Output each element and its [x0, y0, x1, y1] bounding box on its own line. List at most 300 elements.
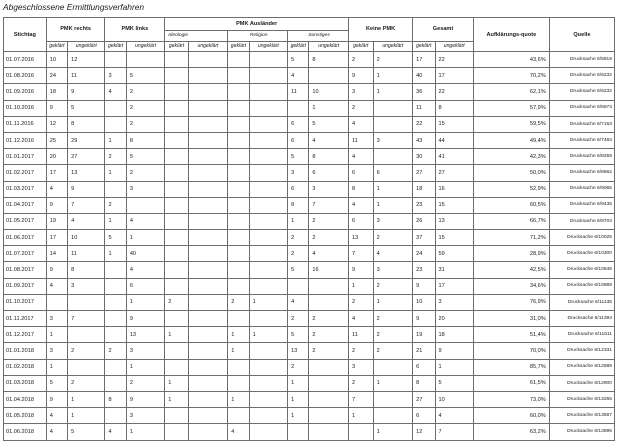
value-cell: 1 [46, 359, 67, 375]
value-cell: 1 [126, 230, 164, 246]
value-cell: 2 [373, 311, 413, 327]
value-cell [373, 408, 413, 424]
quelle-cell: Drucksache 6/13255 [549, 391, 614, 407]
quote-cell: 73,0% [473, 391, 549, 407]
value-cell [309, 424, 349, 440]
value-cell: 4 [435, 408, 473, 424]
value-cell [249, 424, 287, 440]
quote-cell: 61,5% [473, 375, 549, 391]
value-cell: 12 [46, 116, 67, 132]
value-cell: 26 [413, 213, 435, 229]
value-cell: 1 [373, 68, 413, 84]
quote-cell: 66,7% [473, 213, 549, 229]
value-cell: 6 [288, 181, 309, 197]
value-cell: 8 [68, 116, 105, 132]
value-cell: 2 [309, 230, 349, 246]
value-cell: 1 [46, 327, 67, 343]
value-cell [126, 197, 164, 213]
value-cell: 2 [126, 100, 164, 116]
value-cell: 4 [349, 311, 374, 327]
value-cell: 4 [68, 213, 105, 229]
value-cell [165, 181, 188, 197]
value-cell: 3 [349, 359, 374, 375]
stichtag-cell: 01.01.2018 [4, 343, 47, 359]
value-cell: 2 [126, 375, 164, 391]
value-cell: 8 [309, 52, 349, 68]
value-cell: 10 [413, 294, 435, 310]
value-cell [309, 359, 349, 375]
stichtag-cell: 01.10.2016 [4, 100, 47, 116]
table-body [4, 52, 615, 441]
quelle-cell: Drucksache 6/11135 [549, 294, 614, 310]
value-cell: 2 [349, 52, 374, 68]
value-cell: 11 [68, 68, 105, 84]
value-cell [105, 294, 126, 310]
header-quelle: Quelle [549, 18, 614, 52]
header-geklaert: geklärt [228, 41, 249, 52]
header-ungeklaert: ungeklärt [68, 41, 105, 52]
value-cell: 29 [68, 132, 105, 148]
value-cell: 1 [126, 359, 164, 375]
table-row [4, 408, 615, 424]
value-cell: 6 [413, 359, 435, 375]
quelle-cell: Drucksache 6/6232 [549, 84, 614, 100]
value-cell [165, 424, 188, 440]
value-cell: 9 [68, 181, 105, 197]
value-cell [188, 213, 228, 229]
value-cell [68, 294, 105, 310]
value-cell [105, 408, 126, 424]
value-cell: 2 [288, 311, 309, 327]
header-ungeklaert: ungeklärt [249, 41, 287, 52]
value-cell: 2 [126, 165, 164, 181]
quote-cell: 60,0% [473, 408, 549, 424]
header-ideologie: Ideologie [165, 31, 228, 42]
value-cell: 4 [105, 84, 126, 100]
quote-cell: 51,4% [473, 327, 549, 343]
value-cell: 13 [126, 327, 164, 343]
value-cell: 4 [46, 181, 67, 197]
value-cell: 1 [249, 294, 287, 310]
value-cell: 3 [126, 408, 164, 424]
value-cell: 4 [309, 132, 349, 148]
quelle-cell: Drucksache 6/13587 [549, 408, 614, 424]
value-cell: 3 [68, 278, 105, 294]
quote-cell: 31,0% [473, 311, 549, 327]
value-cell: 22 [413, 116, 435, 132]
value-cell: 5 [126, 68, 164, 84]
value-cell: 2 [228, 294, 249, 310]
value-cell: 17 [46, 230, 67, 246]
value-cell: 5 [105, 230, 126, 246]
value-cell: 1 [105, 213, 126, 229]
quote-cell: 62,1% [473, 84, 549, 100]
value-cell [228, 213, 249, 229]
value-cell [249, 246, 287, 262]
quelle-cell: Drucksache 6/9065 [549, 181, 614, 197]
header-ungeklaert: ungeklärt [373, 41, 413, 52]
value-cell: 5 [288, 149, 309, 165]
value-cell: 6 [349, 213, 374, 229]
value-cell [68, 359, 105, 375]
value-cell: 3 [46, 311, 67, 327]
value-cell [165, 246, 188, 262]
header-ungeklaert: ungeklärt [435, 41, 473, 52]
value-cell: 40 [126, 246, 164, 262]
value-cell [105, 359, 126, 375]
value-cell: 4 [373, 246, 413, 262]
value-cell: 6 [288, 132, 309, 148]
value-cell [188, 327, 228, 343]
value-cell [228, 408, 249, 424]
value-cell: 11 [68, 246, 105, 262]
value-cell [309, 391, 349, 407]
value-cell: 18 [413, 181, 435, 197]
value-cell: 37 [413, 230, 435, 246]
value-cell [249, 262, 287, 278]
quote-cell: 76,9% [473, 294, 549, 310]
value-cell [188, 230, 228, 246]
value-cell: 3 [46, 343, 67, 359]
value-cell [188, 246, 228, 262]
value-cell: 1 [165, 391, 188, 407]
value-cell: 4 [105, 424, 126, 440]
stichtag-cell: 01.03.2017 [4, 181, 47, 197]
value-cell: 5 [309, 116, 349, 132]
value-cell [165, 149, 188, 165]
value-cell: 18 [46, 84, 67, 100]
value-cell: 2 [288, 246, 309, 262]
value-cell: 36 [413, 84, 435, 100]
value-cell: 22 [435, 84, 473, 100]
value-cell [165, 68, 188, 84]
value-cell [165, 100, 188, 116]
value-cell [105, 375, 126, 391]
header-ungeklaert: ungeklärt [126, 41, 164, 52]
table-row [4, 424, 615, 440]
value-cell: 9 [126, 311, 164, 327]
table-row [4, 68, 615, 84]
value-cell: 11 [413, 100, 435, 116]
value-cell: 3 [309, 181, 349, 197]
value-cell [165, 311, 188, 327]
value-cell: 9 [349, 68, 374, 84]
stichtag-cell: 01.08.2017 [4, 262, 47, 278]
value-cell [165, 262, 188, 278]
value-cell [373, 359, 413, 375]
stichtag-cell: 01.11.2017 [4, 311, 47, 327]
value-cell [188, 408, 228, 424]
header-ungeklaert: ungeklärt [188, 41, 228, 52]
stichtag-cell: 01.09.2016 [4, 84, 47, 100]
value-cell: 5 [68, 424, 105, 440]
quelle-cell: Drucksache 6/8259 [549, 149, 614, 165]
value-cell [373, 391, 413, 407]
value-cell [165, 230, 188, 246]
value-cell [188, 262, 228, 278]
value-cell: 1 [228, 327, 249, 343]
value-cell: 27 [413, 391, 435, 407]
stichtag-cell: 01.07.2016 [4, 52, 47, 68]
stichtag-cell: 01.06.2018 [4, 424, 47, 440]
value-cell: 2 [288, 230, 309, 246]
header-geklaert: geklärt [349, 41, 374, 52]
value-cell [373, 100, 413, 116]
value-cell: 1 [309, 100, 349, 116]
quelle-cell: Drucksache 6/10889 [549, 278, 614, 294]
value-cell [249, 165, 287, 181]
value-cell: 1 [249, 327, 287, 343]
value-cell: 1 [288, 408, 309, 424]
value-cell: 2 [165, 294, 188, 310]
value-cell: 1 [373, 84, 413, 100]
value-cell: 2 [105, 197, 126, 213]
value-cell [188, 294, 228, 310]
value-cell: 6 [126, 278, 164, 294]
value-cell: 2 [105, 149, 126, 165]
value-cell: 7 [349, 391, 374, 407]
stichtag-cell: 01.04.2017 [4, 197, 47, 213]
value-cell: 7 [349, 246, 374, 262]
value-cell: 9 [46, 100, 67, 116]
value-cell [349, 424, 374, 440]
value-cell [228, 262, 249, 278]
value-cell [228, 230, 249, 246]
value-cell [249, 213, 287, 229]
quote-cell: 71,2% [473, 230, 549, 246]
value-cell [249, 278, 287, 294]
value-cell: 16 [309, 262, 349, 278]
value-cell: 31 [435, 262, 473, 278]
value-cell: 1 [373, 294, 413, 310]
value-cell: 3 [126, 343, 164, 359]
table-row [4, 375, 615, 391]
header-keine-pmk: Keine PMK [349, 18, 413, 42]
value-cell: 11 [349, 327, 374, 343]
value-cell: 18 [435, 327, 473, 343]
value-cell: 3 [126, 181, 164, 197]
value-cell [188, 100, 228, 116]
value-cell: 3 [349, 84, 374, 100]
value-cell: 7 [435, 424, 473, 440]
value-cell [228, 165, 249, 181]
value-cell [105, 278, 126, 294]
value-cell [188, 424, 228, 440]
value-cell: 19 [413, 327, 435, 343]
value-cell [165, 343, 188, 359]
value-cell: 6 [309, 165, 349, 181]
value-cell: 1 [288, 391, 309, 407]
value-cell [249, 100, 287, 116]
value-cell [165, 197, 188, 213]
value-cell: 4 [46, 424, 67, 440]
header-geklaert: geklärt [288, 41, 309, 52]
value-cell: 8 [349, 181, 374, 197]
value-cell: 8 [288, 197, 309, 213]
value-cell: 23 [413, 197, 435, 213]
value-cell [188, 311, 228, 327]
value-cell: 22 [435, 52, 473, 68]
value-cell: 4 [349, 149, 374, 165]
value-cell [105, 116, 126, 132]
value-cell: 8 [435, 100, 473, 116]
value-cell [188, 68, 228, 84]
value-cell [165, 408, 188, 424]
quote-cell: 57,9% [473, 100, 549, 116]
value-cell: 10 [68, 230, 105, 246]
header-pmk-links: PMK links [105, 18, 165, 42]
value-cell [288, 100, 309, 116]
value-cell: 1 [349, 278, 374, 294]
table-row [4, 213, 615, 229]
header-sonstiges: Sonstiges [288, 31, 349, 42]
value-cell: 20 [435, 311, 473, 327]
value-cell [228, 181, 249, 197]
value-cell: 16 [435, 181, 473, 197]
table-row [4, 359, 615, 375]
quelle-cell: Drucksache 6/5819 [549, 52, 614, 68]
value-cell: 5 [435, 375, 473, 391]
value-cell: 1 [105, 165, 126, 181]
ermittlungsverfahren-table [3, 17, 615, 441]
value-cell: 6 [288, 116, 309, 132]
value-cell [249, 116, 287, 132]
value-cell [228, 246, 249, 262]
value-cell: 9 [413, 278, 435, 294]
value-cell: 13 [349, 230, 374, 246]
value-cell [165, 213, 188, 229]
value-cell [228, 52, 249, 68]
stichtag-cell: 01.11.2016 [4, 116, 47, 132]
value-cell: 8 [68, 262, 105, 278]
value-cell: 2 [373, 52, 413, 68]
value-cell [188, 116, 228, 132]
quote-cell: 50,0% [473, 165, 549, 181]
value-cell [249, 359, 287, 375]
value-cell [165, 132, 188, 148]
quelle-cell: Drucksache 6/7484 [549, 132, 614, 148]
value-cell [188, 52, 228, 68]
value-cell: 2 [309, 213, 349, 229]
value-cell: 4 [349, 116, 374, 132]
quote-cell: 42,3% [473, 149, 549, 165]
header-gesamt: Gesamt [413, 18, 474, 42]
value-cell: 1 [165, 327, 188, 343]
value-cell: 3 [288, 165, 309, 181]
value-cell: 2 [309, 311, 349, 327]
header-geklaert: geklärt [46, 41, 67, 52]
value-cell: 27 [413, 165, 435, 181]
page-title: Abgeschlossene Ermittlungsverfahren [3, 2, 145, 12]
value-cell: 3 [373, 132, 413, 148]
value-cell [249, 132, 287, 148]
value-cell: 3 [373, 213, 413, 229]
value-cell: 24 [46, 68, 67, 84]
value-cell [105, 327, 126, 343]
value-cell [309, 375, 349, 391]
quote-cell: 59,5% [473, 116, 549, 132]
value-cell: 9 [349, 262, 374, 278]
value-cell: 1 [435, 359, 473, 375]
value-cell: 1 [373, 197, 413, 213]
quote-cell: 28,9% [473, 246, 549, 262]
value-cell [228, 311, 249, 327]
value-cell: 17 [435, 278, 473, 294]
value-cell [46, 294, 67, 310]
value-cell: 1 [373, 181, 413, 197]
quote-cell: 42,5% [473, 262, 549, 278]
value-cell: 5 [68, 100, 105, 116]
value-cell: 4 [309, 246, 349, 262]
table-row [4, 294, 615, 310]
value-cell: 3 [435, 294, 473, 310]
value-cell [165, 278, 188, 294]
value-cell: 4 [126, 262, 164, 278]
value-cell: 1 [105, 246, 126, 262]
value-cell: 5 [126, 149, 164, 165]
quelle-cell: Drucksache 6/9704 [549, 213, 614, 229]
value-cell [228, 149, 249, 165]
quelle-cell: Drucksache 6/11611 [549, 327, 614, 343]
value-cell [188, 149, 228, 165]
value-cell [188, 132, 228, 148]
value-cell [165, 116, 188, 132]
value-cell: 1 [373, 375, 413, 391]
value-cell: 1 [68, 408, 105, 424]
value-cell: 7 [309, 197, 349, 213]
value-cell: 41 [435, 149, 473, 165]
value-cell: 8 [309, 149, 349, 165]
value-cell: 6 [349, 165, 374, 181]
value-cell: 2 [288, 359, 309, 375]
value-cell [188, 359, 228, 375]
value-cell [165, 165, 188, 181]
value-cell [188, 165, 228, 181]
value-cell [105, 52, 126, 68]
quelle-cell: Drucksache 6/8662 [549, 165, 614, 181]
value-cell: 12 [413, 424, 435, 440]
value-cell [288, 278, 309, 294]
quelle-cell: Drucksache 6/6232 [549, 68, 614, 84]
header-geklaert: geklärt [413, 41, 435, 52]
value-cell [188, 391, 228, 407]
value-cell: 6 [373, 165, 413, 181]
value-cell: 9 [46, 391, 67, 407]
value-cell: 13 [288, 343, 309, 359]
value-cell: 8 [413, 375, 435, 391]
value-cell: 4 [349, 197, 374, 213]
value-cell [228, 278, 249, 294]
table-row [4, 181, 615, 197]
quote-cell: 43,6% [473, 52, 549, 68]
quelle-cell: Drucksache 6/10546 [549, 262, 614, 278]
value-cell: 2 [105, 343, 126, 359]
value-cell: 11 [349, 132, 374, 148]
value-cell [228, 375, 249, 391]
value-cell: 2 [373, 343, 413, 359]
table-row [4, 246, 615, 262]
table-row [4, 116, 615, 132]
value-cell [68, 327, 105, 343]
table-row [4, 52, 615, 68]
value-cell [309, 68, 349, 84]
value-cell: 27 [435, 165, 473, 181]
stichtag-cell: 01.05.2017 [4, 213, 47, 229]
value-cell: 4 [46, 408, 67, 424]
table-row [4, 391, 615, 407]
table-row [4, 343, 615, 359]
value-cell: 1 [126, 294, 164, 310]
